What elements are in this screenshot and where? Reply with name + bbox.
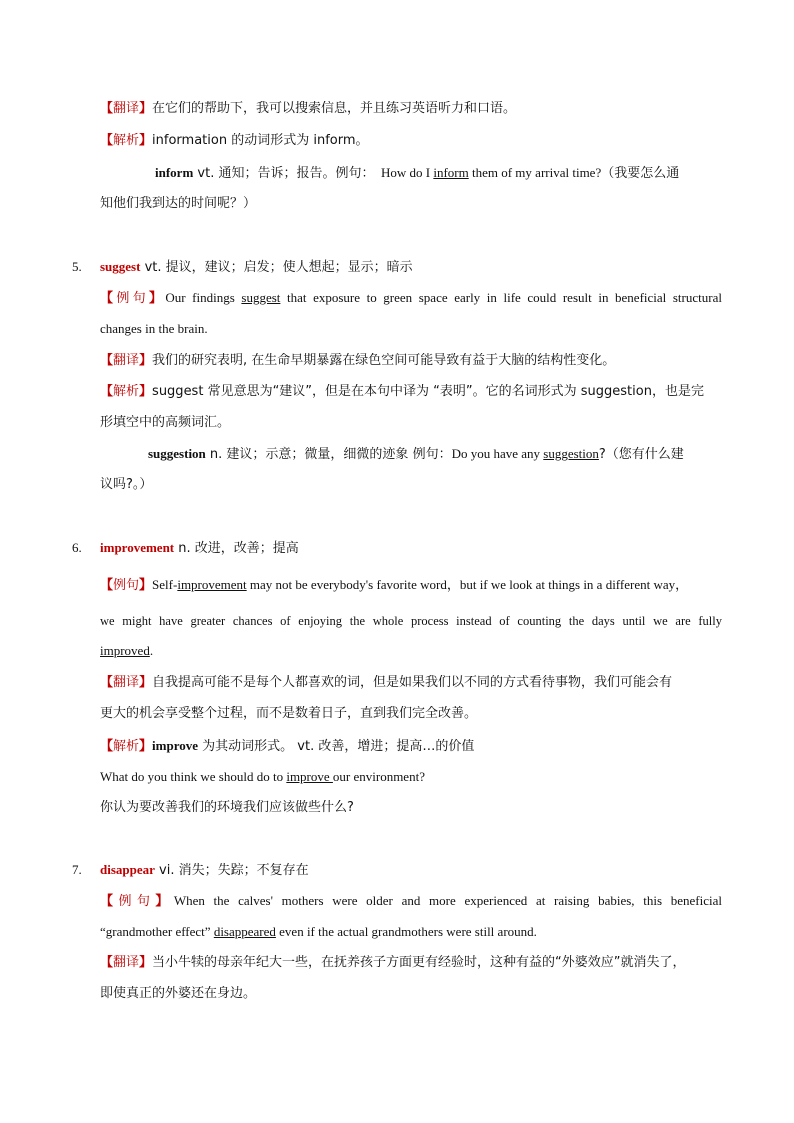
translation-tag: 【翻译】 [100,675,153,690]
entry-7-translation-line2: 即使真正的外婆还在身边。 [100,986,257,1001]
entry-4-related-word: inform vt. 通知；告诉；报告。例句： How do I inform them of my arrival time?（我要怎么通 [155,165,680,181]
entry-6-example-line2: we might have greater chances of enjoying the whole process instead of counting the days until we are fully [100,614,722,628]
entry-5-number: 5. [72,259,82,274]
entry-7-headword: disappear vi. 消失；失踪；不复存在 [100,862,309,878]
entry-7-translation: 【翻译】当小牛犊的母亲年纪大一些，在抚养孩子方面更有经验时，这种有益的“外婆效应”就消失了， [100,955,686,970]
entry-6-example-line3: improved. [100,643,154,658]
translation-tag: 【翻译】 [100,353,153,368]
entry-5-analysis: 【解析】suggest 常见意思为“建议”，但是在本句中译为 “表明”。它的名词形式为 suggestion，也是完 [100,384,704,399]
translation-tag: 【翻译】 [100,955,153,970]
entry-6-headword: improvement n. 改进，改善；提高 [100,540,299,556]
entry-6-analysis: 【解析】improve 为其动词形式。 vt. 改善，增进；提高…的价值 [100,738,475,754]
entry-5-translation: 【翻译】我们的研究表明, 在生命早期暴露在绿色空间可能导致有益于大脑的结构性变化。 [100,353,616,368]
entry-7-example-line2: “grandmother effect” disappeared even if the actual grandmothers were still around. [100,924,537,939]
entry-6-translation: 【翻译】自我提高可能不是每个人都喜欢的词，但是如果我们以不同的方式看待事物，我们可能会有 [100,675,673,690]
entry-6-translation-line2: 更大的机会享受整个过程，而不是数着日子，直到我们完全改善。 [100,706,478,721]
entry-7-example: 【例句】When the calves' mothers were older and more experienced at raising babies, this beneficial [100,893,722,909]
entry-5-example-line2: changes in the brain. [100,321,208,336]
entry-5-related-word: suggestion n. 建议；示意；微量，细微的迹象 例句：Do you have any suggestion?（您有什么建 [148,446,684,462]
analysis-tag: 【解析】 [100,133,153,148]
analysis-tag: 【解析】 [100,384,153,399]
analysis-tag: 【解析】 [100,739,153,754]
entry-5-related-line2: 议吗?。） [100,477,153,492]
entry-4-translation: 【翻译】在它们的帮助下，我可以搜索信息，并且练习英语听力和口语。 [100,101,517,116]
entry-5-analysis-line2: 形填空中的高频词汇。 [100,415,231,430]
entry-6-example-2-translation: 你认为要改善我们的环境我们应该做些什么? [100,800,354,815]
example-tag: 【例句】 [100,291,166,306]
entry-4-related-line2: 知他们我到达的时间呢？） [100,196,257,211]
entry-6-number: 6. [72,540,82,555]
entry-6-example: 【例句】Self-improvement may not be everybody's favorite word，but if we look at things in a different way， [100,577,689,593]
entry-6-example-2: What do you think we should do to improve our environment? [100,769,425,784]
entry-4-analysis: 【解析】information 的动词形式为 inform。 [100,133,369,148]
entry-7-number: 7. [72,862,82,877]
translation-tag: 【翻译】 [100,101,153,116]
entry-5-example: 【例句】Our findings suggest that exposure to green space early in life could result in beneficial structural [100,290,722,306]
example-tag: 【例句】 [100,578,153,593]
entry-5-headword: suggest vt. 提议，建议；启发；使人想起；显示；暗示 [100,259,413,275]
example-tag: 【例句】 [100,894,174,909]
